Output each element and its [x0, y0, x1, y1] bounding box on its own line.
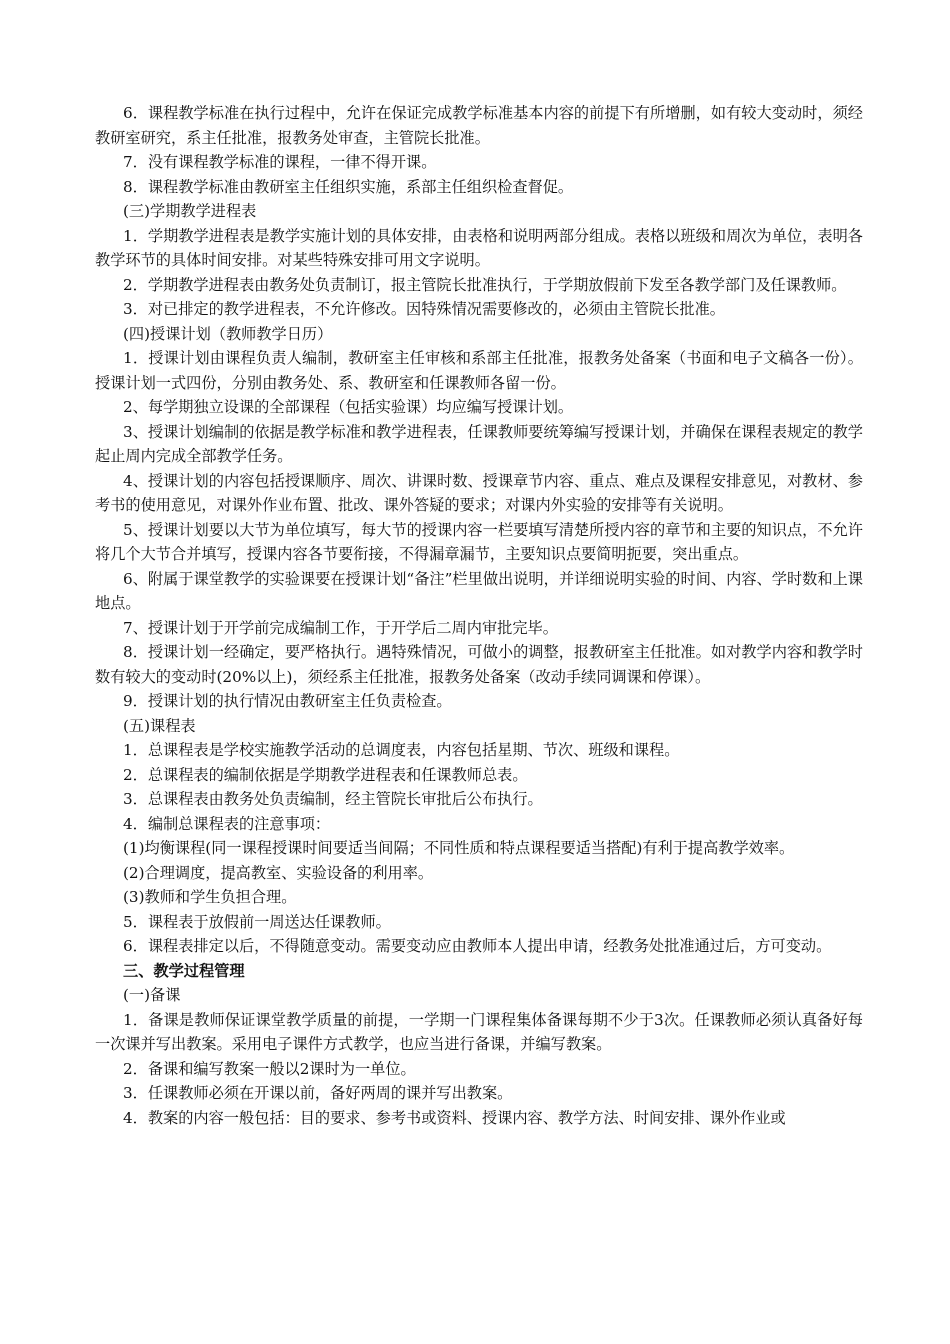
paragraph: 5、授课计划要以大节为单位填写，每大节的授课内容一栏要填写清楚所授内容的章节和主要的知识点，不允许将几个大节合并填写，授课内容各节要衔接，不得漏章漏节，主要知识点要简明扼要，突出重点。 — [95, 520, 863, 563]
section-subheading: (四)授课计划（教师教学日历） — [123, 324, 333, 343]
paragraph: 4．教案的内容一般包括：目的要求、参考书或资料、授课内容、教学方法、时间安排、课外作业或 — [123, 1108, 786, 1127]
paragraph: 3．总课程表由教务处负责编制，经主管院长审批后公布执行。 — [123, 790, 543, 808]
paragraph: 1．授课计划由课程负责人编制，教研室主任审核和系部主任批准，报教务处备案（书面和电子文稿各一份）。授课计划一式四份，分别由教务处、系、教研室和任课教师各留一份。 — [95, 349, 863, 392]
paragraph: 4．编制总课程表的注意事项： — [123, 814, 331, 833]
paragraph: 6．课程教学标准在执行过程中，允许在保证完成教学标准基本内容的前提下有所增删，如有较大变动时，须经教研室研究，系主任批准，报教务处审查，主管院长批准。 — [95, 104, 863, 147]
section-subheading: (三)学期教学进程表 — [123, 202, 257, 220]
paragraph: 9．授课计划的执行情况由教研室主任负责检查。 — [123, 692, 452, 710]
document-body — [95, 101, 863, 1130]
paragraph: 1．总课程表是学校实施教学活动的总调度表，内容包括星期、节次、班级和课程。 — [123, 741, 680, 759]
section-subheading: (一)备课 — [123, 986, 181, 1004]
paragraph: 7、授课计划于开学前完成编制工作，于开学后二周内审批完毕。 — [123, 618, 558, 637]
paragraph: 2．总课程表的编制依据是学期教学进程表和任课教师总表。 — [123, 765, 528, 784]
paragraph: 2．备课和编写教案一般以2课时为一单位。 — [123, 1059, 416, 1078]
paragraph: 1．学期教学进程表是教学实施计划的具体安排，由表格和说明两部分组成。表格以班级和周次为单位，表明各教学环节的具体时间安排。对某些特殊安排可用文字说明。 — [95, 226, 863, 269]
paragraph: 6．课程表排定以后，不得随意变动。需要变动应由教师本人提出申请，经教务处批准通过后，方可变动。 — [123, 937, 832, 955]
paragraph: 1．备课是教师保证课堂教学质量的前提，一学期一门课程集体备课每期不少于3次。任课教师必须认真备好每一次课并写出教案。采用电子课件方式教学，也应当进行备课，并编写教案。 — [95, 1010, 863, 1053]
paragraph: 5．课程表于放假前一周送达任课教师。 — [123, 912, 391, 931]
paragraph: (1)均衡课程(同一课程授课时间要适当间隔；不同性质和特点课程要适当搭配)有利于提高教学效率。 — [123, 839, 795, 857]
paragraph: 2．学期教学进程表由教务处负责制订，报主管院长批准执行，于学期放假前下发至各教学部门及任课教师。 — [123, 275, 847, 294]
paragraph: 3．任课教师必须在开课以前，备好两周的课并写出教案。 — [123, 1084, 513, 1102]
paragraph: 2、每学期独立设课的全部课程（包括实验课）均应编写授课计划。 — [123, 398, 574, 416]
paragraph: 3、授课计划编制的依据是教学标准和教学进程表，任课教师要统筹编写授课计划，并确保在课程表规定的教学起止周内完成全部教学任务。 — [95, 422, 863, 465]
paragraph: (2)合理调度，提高教室、实验设备的利用率。 — [123, 863, 434, 882]
paragraph: 4、授课计划的内容包括授课顺序、周次、讲课时数、授课章节内容、重点、难点及课程安排意见，对教材、参考书的使用意见，对课外作业布置、批改、课外答疑的要求；对课内外实验的安排等有关说明。 — [95, 471, 863, 514]
paragraph: 6、附属于课堂教学的实验课要在授课计划“备注”栏里做出说明，并详细说明实验的时间、内容、学时数和上课地点。 — [95, 569, 863, 612]
paragraph: 8．授课计划一经确定，要严格执行。遇特殊情况，可做小的调整，报教研室主任批准。如对教学内容和教学时数有较大的变动时(20%以上)，须经系主任批准，报教务处备案（改动手续同调课和停课）。 — [95, 643, 863, 686]
paragraph: (3)教师和学生负担合理。 — [123, 888, 297, 906]
paragraph: 8．课程教学标准由教研室主任组织实施，系部主任组织检查督促。 — [123, 177, 574, 196]
paragraph: 3．对已排定的教学进程表，不允许修改。因特殊情况需要修改的，必须由主管院长批准。 — [123, 300, 725, 318]
section-subheading: (五)课程表 — [123, 716, 196, 735]
paragraph: 7．没有课程教学标准的课程，一律不得开课。 — [123, 153, 437, 171]
section-heading: 三、教学过程管理 — [123, 961, 245, 980]
